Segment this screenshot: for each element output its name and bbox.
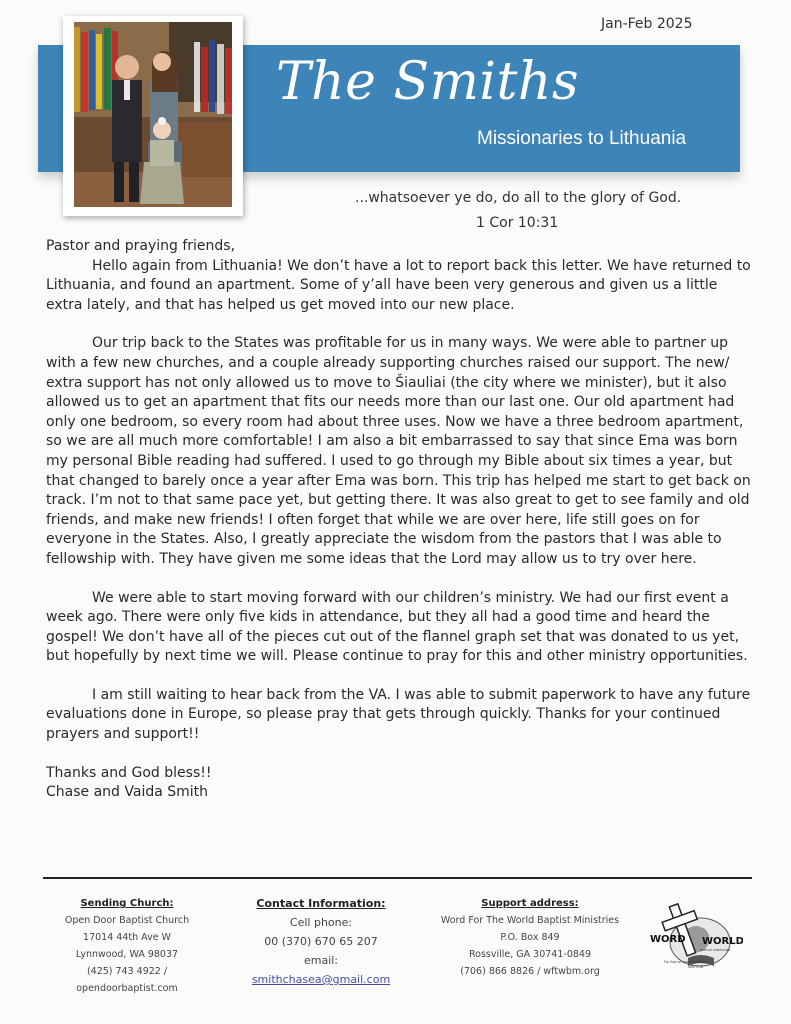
newsletter-date: Jan-Feb 2025 [601, 16, 693, 32]
logo-tagline: BAPTIST MINISTRIES [700, 948, 731, 952]
footer-divider [43, 877, 752, 879]
scripture-reference: 1 Cor 10:31 [476, 215, 559, 231]
logo-word-left: WORD [650, 934, 686, 945]
email-link[interactable]: smithchasea@gmail.com [251, 973, 391, 986]
support-line: Word For The World Baptist Ministries [440, 915, 620, 926]
support-line: (706) 866 8826 / wftwbm.org [460, 966, 600, 977]
support-line: Rossville, GA 30741-0849 [468, 949, 591, 960]
letter-paragraph: I am still waiting to hear back from the VA. I was able to submit paperwork to have any future evaluations done in Europe, so please pray that gets through quickly. Thanks for your continued prayers and support!! [46, 686, 751, 743]
family-photo [63, 16, 243, 216]
support-address [430, 895, 630, 980]
sending-church-line: opendoorbaptist.com [76, 983, 178, 994]
contact-heading: Contact Information: [256, 897, 386, 910]
logo-verse: For God so loved the world [664, 960, 707, 964]
support-line: P.O. Box 849 [500, 932, 560, 943]
word-for-the-world-logo [648, 900, 743, 984]
sending-church-info [57, 895, 197, 997]
phone-label: Cell phone: [289, 916, 353, 929]
newsletter-subtitle: Missionaries to Lithuania [477, 128, 687, 149]
phone-number: 00 (370) 670 65 207 [264, 935, 378, 948]
salutation: Pastor and praying friends, [46, 238, 236, 254]
logo-graphic [648, 900, 743, 980]
contact-info [241, 894, 401, 989]
letter-paragraph: We were able to start moving forward with our children’s ministry. We had our first event a week ago. There were only five kids in attendance, but they all had a good time and heard the gospel! We don’t have all of the pieces cut out of the flannel graph set that was donated to us yet, but hopefully by next time we will. Please continue to pray for this and other ministry opportunities. [46, 589, 748, 665]
closing: Thanks and God bless!! [46, 764, 212, 781]
logo-word-right: WORLD [702, 936, 743, 947]
family-photo-image [74, 22, 232, 207]
sending-church-line: Lynnwood, WA 98037 [75, 949, 179, 960]
scripture-verse: ...whatsoever ye do, do all to the glory of God. [355, 190, 682, 206]
support-heading: Support address: [481, 898, 579, 909]
newsletter-title: The Smiths [276, 52, 580, 112]
letter-body [46, 237, 758, 803]
email-label: email: [303, 954, 339, 967]
sending-church-heading: Sending Church: [80, 898, 174, 909]
letter-paragraph: Our trip back to the States was profitable for us in many ways. We were able to partner up with a few new churches, and a couple already supporting churches raised our support. The new/ extra support has not only allowed us to move to Šiauliai (the city where we minister), but it also allowed us to get an apartment that fits our needs more than our last one. Our old apartment had only one bedroom, so every room had about three uses. Now we have a three bedroom apartment, so we are all much more comfortable! I am also a bit embarrassed to say that since Ema was born my personal Bible reading had suffered. I used to go through my Bible about six times a year, but that changed to barely once a year after Ema was born. This trip has helped me start to get back on track. I’m not to that same pace yet, but getting there. It was also great to get to see family and old friends, and make new friends! I often forget that while we are over here, life still goes on for everyone in the States. Also, I greatly appreciate the wisdom from the pastors that I was able to fellowship with. They have given me some ideas that the Lord may allow us to try over here. [46, 335, 751, 567]
letter-paragraph: Hello again from Lithuania! We don’t have a lot to report back this letter. We have returned to Lithuania, and found an apartment. Some of y’all have been very generous and given us a little extra lately, and that has helped us get moved into our new place. [46, 257, 751, 313]
logo-ref: John 3:16 [688, 965, 704, 969]
sending-church-line: 17014 44th Ave W [83, 932, 171, 943]
sending-church-line: Open Door Baptist Church [64, 915, 190, 926]
sending-church-line: (425) 743 4922 / [86, 966, 168, 977]
signature: Chase and Vaida Smith [46, 784, 209, 801]
